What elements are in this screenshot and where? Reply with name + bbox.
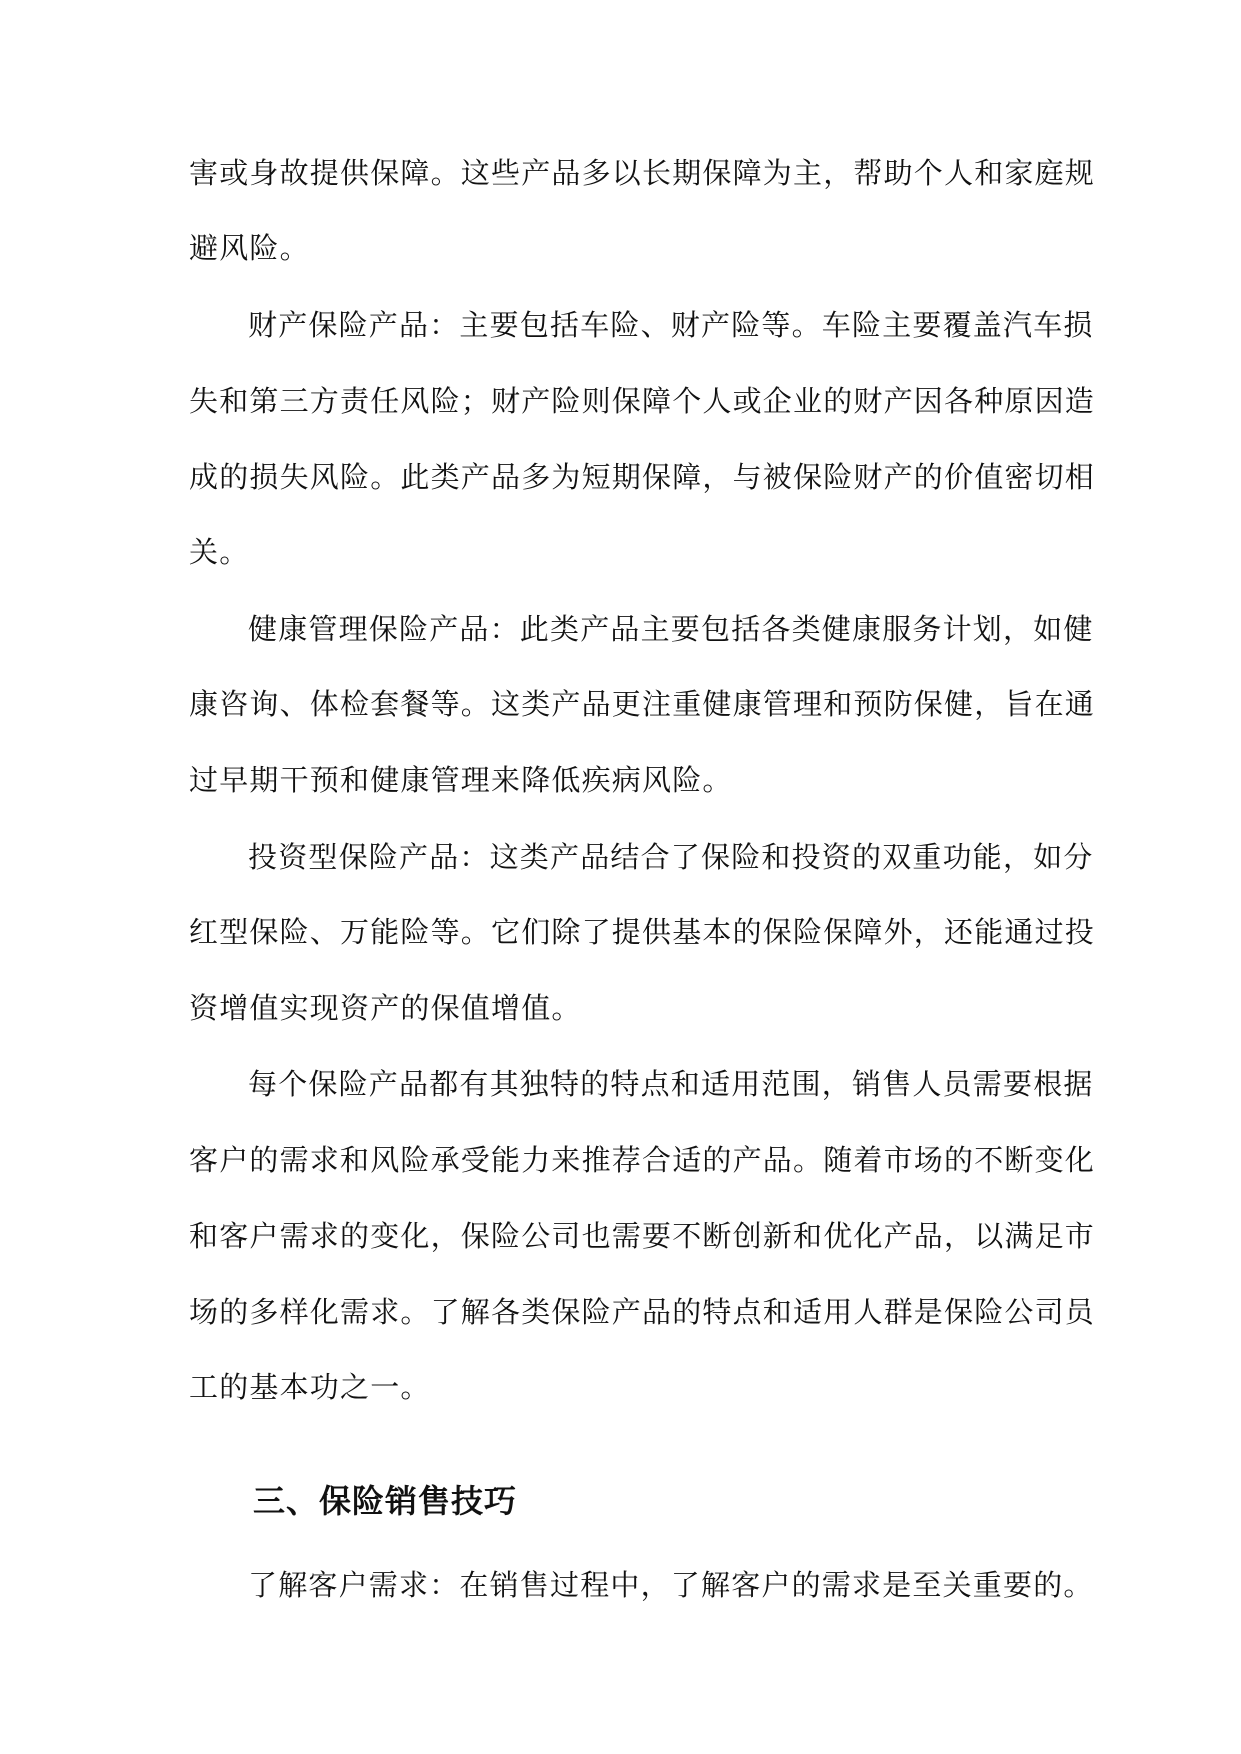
- section-heading: 三、保险销售技巧: [253, 1482, 518, 1520]
- paragraph-line: 财产保险产品：主要包括车险、财产险等。车险主要覆盖汽车损: [248, 308, 1094, 342]
- paragraph-line: 避风险。: [189, 231, 310, 265]
- paragraph-line: 过早期干预和健康管理来降低疾病风险。: [189, 763, 733, 797]
- paragraph-line: 康咨询、体检套餐等。这类产品更注重健康管理和预防保健，旨在通: [189, 687, 1096, 721]
- paragraph-line: 红型保险、万能险等。它们除了提供基本的保险保障外，还能通过投: [189, 915, 1096, 949]
- paragraph-line: 资增值实现资产的保值增值。: [189, 991, 582, 1025]
- paragraph-line: 关。: [189, 535, 250, 569]
- paragraph-line: 失和第三方责任风险；财产险则保障个人或企业的财产因各种原因造: [189, 384, 1096, 418]
- paragraph-line: 客户的需求和风险承受能力来推荐合适的产品。随着市场的不断变化: [189, 1143, 1096, 1177]
- paragraph-line: 和客户需求的变化，保险公司也需要不断创新和优化产品，以满足市: [189, 1219, 1096, 1253]
- paragraph-line: 场的多样化需求。了解各类保险产品的特点和适用人群是保险公司员: [189, 1295, 1096, 1329]
- paragraph-line: 健康管理保险产品：此类产品主要包括各类健康服务计划，如健: [248, 612, 1094, 646]
- paragraph-line: 害或身故提供保障。这些产品多以长期保障为主，帮助个人和家庭规: [189, 156, 1096, 190]
- paragraph-line: 每个保险产品都有其独特的特点和适用范围，销售人员需要根据: [248, 1067, 1094, 1101]
- paragraph-line: 了解客户需求：在销售过程中，了解客户的需求是至关重要的。: [248, 1568, 1094, 1602]
- paragraph-line: 工的基本功之一。: [189, 1370, 431, 1404]
- paragraph-line: 成的损失风险。此类产品多为短期保障，与被保险财产的价值密切相: [189, 460, 1096, 494]
- paragraph-line: 投资型保险产品：这类产品结合了保险和投资的双重功能，如分: [248, 840, 1094, 874]
